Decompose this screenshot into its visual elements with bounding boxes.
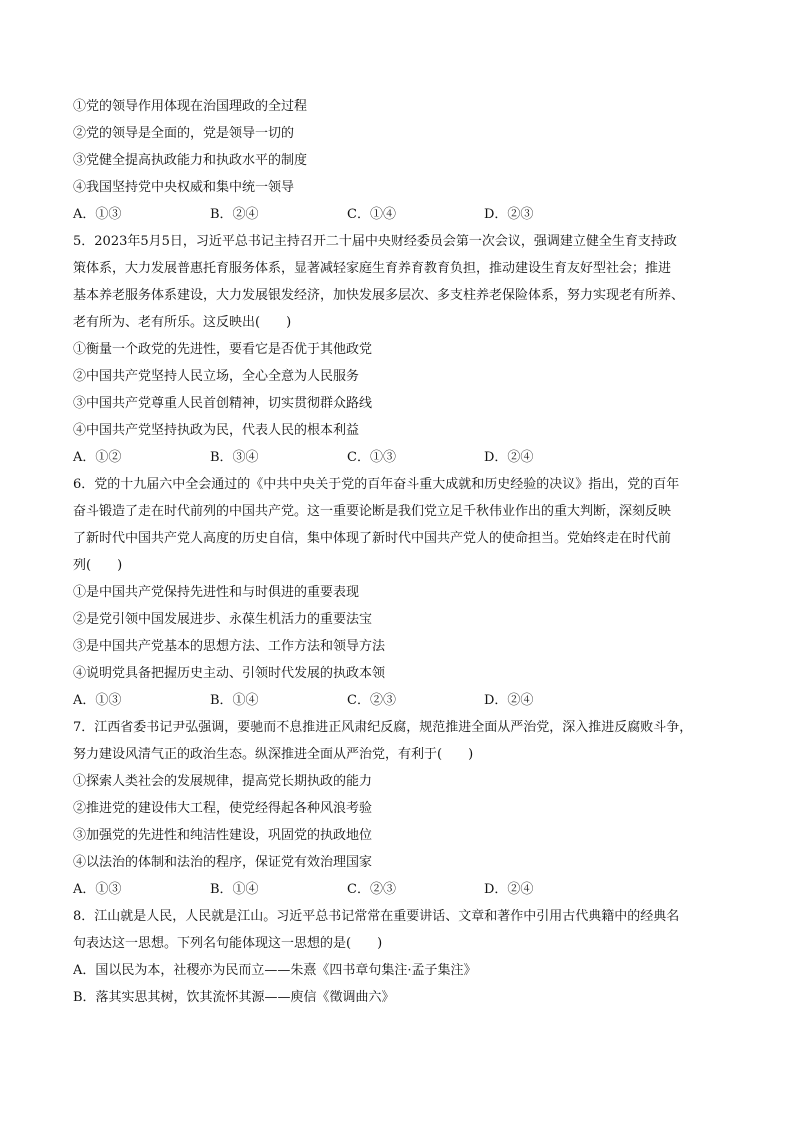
question-stem-line: 策体系，大力发展普惠托育服务体系，显著减轻家庭生育养育教育负担，推动建设生育友好型社会；推进 [73,261,672,276]
option-d: D．②③ [484,207,534,222]
statement-item: ③是中国共产党基本的思想方法、工作方法和领导方法 [73,639,386,654]
option-d: D．②④ [484,882,534,897]
statement-item: ②党的领导是全面的，党是领导一切的 [73,126,295,141]
question-stem-line: 奋斗锻造了走在时代前列的中国共产党。这一重要论断是我们党立足千秋伟业作出的重大判断，深刻反映 [73,504,672,519]
statement-item: ①是中国共产党保持先进性和与时俱进的重要表现 [73,585,360,600]
option-a: A．①③ [73,882,122,897]
question-4-tail [73,93,733,228]
question-stem-line: 列( ) [73,558,123,573]
statement-item: ④说明党具备把握历史主动、引领时代发展的执政本领 [73,666,386,681]
option-a: A．①③ [73,693,122,708]
option-a: A．①③ [73,207,122,222]
question-stem-line: 8．江山就是人民，人民就是江山。习近平总书记常常在重要讲话、文章和著作中引用古代典籍中的经典名 [73,909,680,924]
choice-a: A．国以民为本，社稷亦为民而立——朱熹《四书章句集注·孟子集注》 [73,963,477,978]
question-stem-line: 5．2023年5月5日，习近平总书记主持召开二十届中央财经委员会第一次会议，强调建立健全生育支持政 [73,234,677,249]
option-b: B．①④ [210,693,259,708]
statement-item: ①探索人类社会的发展规律，提高党长期执政的能力 [73,774,373,789]
question-stem-line: 努力建设风清气正的政治生态。纵深推进全面从严治党，有利于( ) [73,747,474,762]
question-stem-line: 7．江西省委书记尹弘强调，要驰而不息推进正风肃纪反腐，规范推进全面从严治党，深入推进反腐败斗争， [73,720,693,735]
option-c: C．②③ [347,882,396,897]
question-8 [73,903,733,1011]
option-b: B．②④ [210,207,259,222]
option-c: C．①④ [347,207,396,222]
question-stem-line: 基本养老服务体系建设，大力发展银发经济，加快发展多层次、多支柱养老保险体系，努力实现老有所养、 [73,288,685,303]
statement-item: ①党的领导作用体现在治国理政的全过程 [73,99,308,114]
statement-item: ②中国共产党坚持人民立场，全心全意为人民服务 [73,369,360,384]
answer-options [73,201,733,228]
option-c: C．①③ [347,450,396,465]
question-stem-line: 老有所为、老有所乐。这反映出( ) [73,315,292,330]
statement-item: ③加强党的先进性和纯洁性建设，巩固党的执政地位 [73,828,373,843]
answer-options [73,687,733,714]
question-stem-line: 6．党的十九届六中全会通过的《中共中央关于党的百年奋斗重大成就和历史经验的决议》指出，党的百年 [73,477,680,492]
option-b: B．③④ [210,450,259,465]
statement-item: ④以法治的体制和法治的程序，保证党有效治理国家 [73,855,373,870]
question-6 [73,471,733,714]
question-stem-line: 了新时代中国共产党人高度的历史自信，集中体现了新时代中国共产党人的使命担当。党始终走在时代前 [73,531,672,546]
statement-item: ④我国坚持党中央权威和集中统一领导 [73,180,295,195]
question-stem-line: 句表达这一思想。下列名句能体现这一思想的是( ) [73,936,383,951]
statement-item: ③中国共产党尊重人民首创精神，切实贯彻群众路线 [73,396,373,411]
statement-item: ②推进党的建设伟大工程，使党经得起各种风浪考验 [73,801,373,816]
question-5 [73,228,733,471]
question-7 [73,714,733,903]
statement-item: ④中国共产党坚持执政为民，代表人民的根本利益 [73,423,360,438]
option-a: A．①② [73,450,122,465]
option-d: D．②④ [484,450,534,465]
answer-options [73,876,733,903]
choice-b: B．落其实思其树，饮其流怀其源——庾信《徵调曲六》 [73,990,395,1005]
option-b: B．①④ [210,882,259,897]
exam-page [73,93,733,1011]
answer-options [73,444,733,471]
statement-item: ②是党引领中国发展进步、永葆生机活力的重要法宝 [73,612,373,627]
statement-item: ①衡量一个政党的先进性，要看它是否优于其他政党 [73,342,373,357]
option-d: D．②④ [484,693,534,708]
statement-item: ③党健全提高执政能力和执政水平的制度 [73,153,308,168]
option-c: C．②③ [347,693,396,708]
